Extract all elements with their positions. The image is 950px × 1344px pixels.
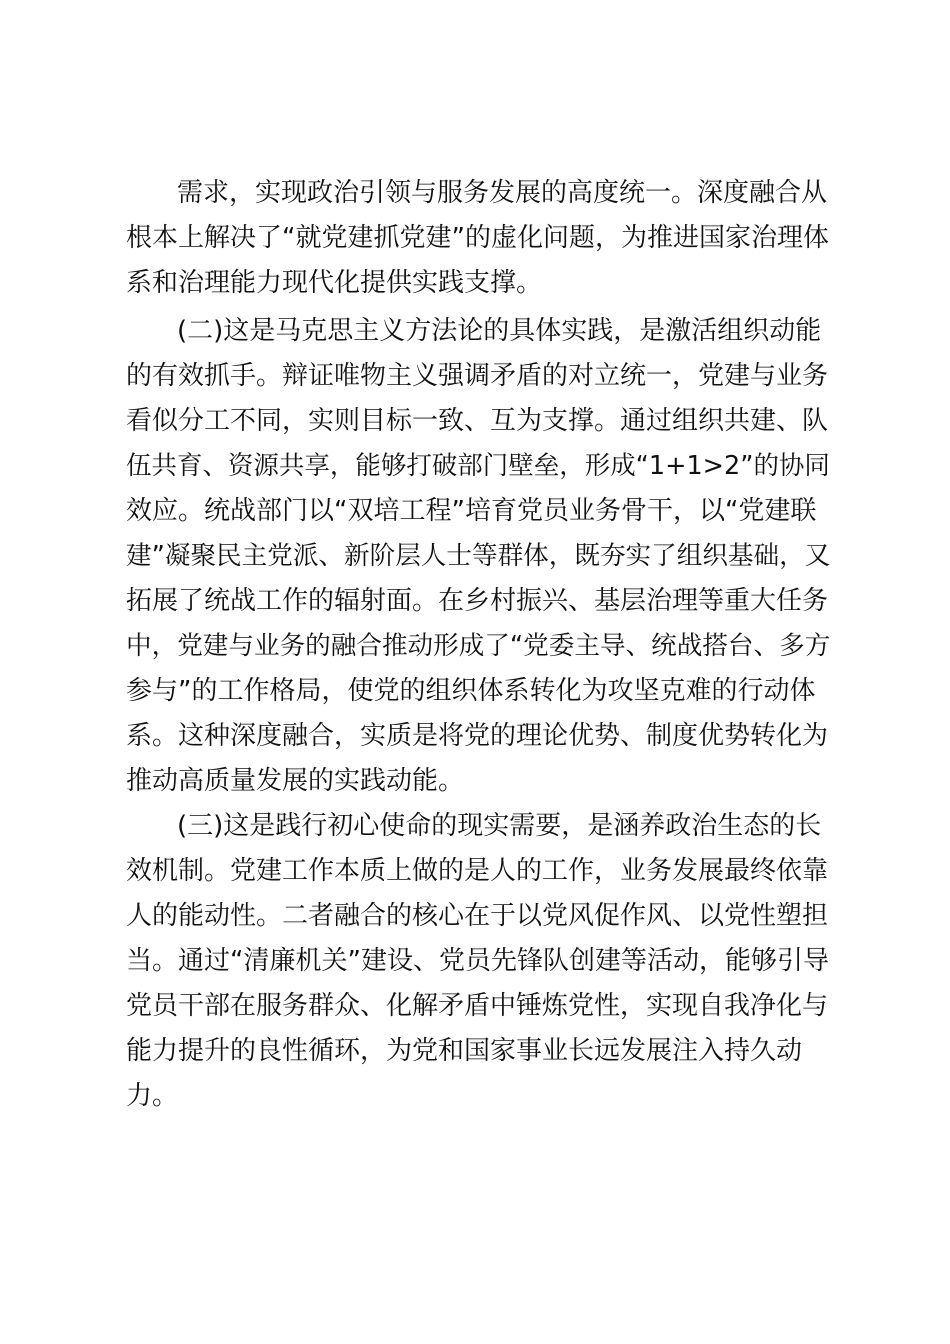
text-line: 当。通过“清廉机关”建设、党员先锋队创建等活动，能够引导 bbox=[126, 946, 829, 976]
text-line: 党员干部在服务群众、化解矛盾中锤炼党性，实现自我净化与 bbox=[126, 991, 829, 1021]
text-line: 力。 bbox=[126, 1081, 179, 1111]
text-line: (二)这是马克思主义方法论的具体实践，是激活组织动能 bbox=[177, 316, 822, 346]
text-line: 人的能动性。二者融合的核心在于以党风促作风、以党性塑担 bbox=[126, 901, 829, 931]
text-line: 系。这种深度融合，实质是将党的理论优势、制度优势转化为 bbox=[126, 721, 829, 751]
text-line: 效应。统战部门以“双培工程”培育党员业务骨干，以“党建联 bbox=[126, 496, 817, 526]
text-line: 的有效抓手。辩证唯物主义强调矛盾的对立统一，党建与业务 bbox=[126, 361, 829, 391]
text-line: 根本上解决了“就党建抓党建”的虚化问题，为推进国家治理体 bbox=[126, 223, 829, 253]
text-line: 效机制。党建工作本质上做的是人的工作，业务发展最终依靠 bbox=[126, 856, 829, 886]
text-line: 推动高质量发展的实践动能。 bbox=[126, 766, 465, 796]
text-line: (三)这是践行初心使命的现实需要，是涵养政治生态的长 bbox=[177, 811, 822, 841]
text-line: 需求，实现政治引领与服务发展的高度统一。深度融合从 bbox=[177, 178, 828, 208]
text-line: 建”凝聚民主党派、新阶层人士等群体，既夯实了组织基础，又 bbox=[126, 541, 831, 571]
text-line: 系和治理能力现代化提供实践支撑。 bbox=[126, 268, 543, 298]
text-line: 中，党建与业务的融合推动形成了“党委主导、统战搭台、多方 bbox=[126, 631, 831, 661]
text-line: 伍共育、资源共享，能够打破部门壁垒，形成“1+1>2”的协同 bbox=[126, 451, 830, 481]
text-line: 参与”的工作格局，使党的组织体系转化为攻坚克难的行动体 bbox=[126, 676, 816, 706]
text-line: 看似分工不同，实则目标一致、互为支撑。通过组织共建、队 bbox=[126, 406, 829, 436]
text-line: 拓展了统战工作的辐射面。在乡村振兴、基层治理等重大任务 bbox=[126, 586, 829, 616]
text-line: 能力提升的良性循环，为党和国家事业长远发展注入持久动 bbox=[126, 1036, 803, 1066]
